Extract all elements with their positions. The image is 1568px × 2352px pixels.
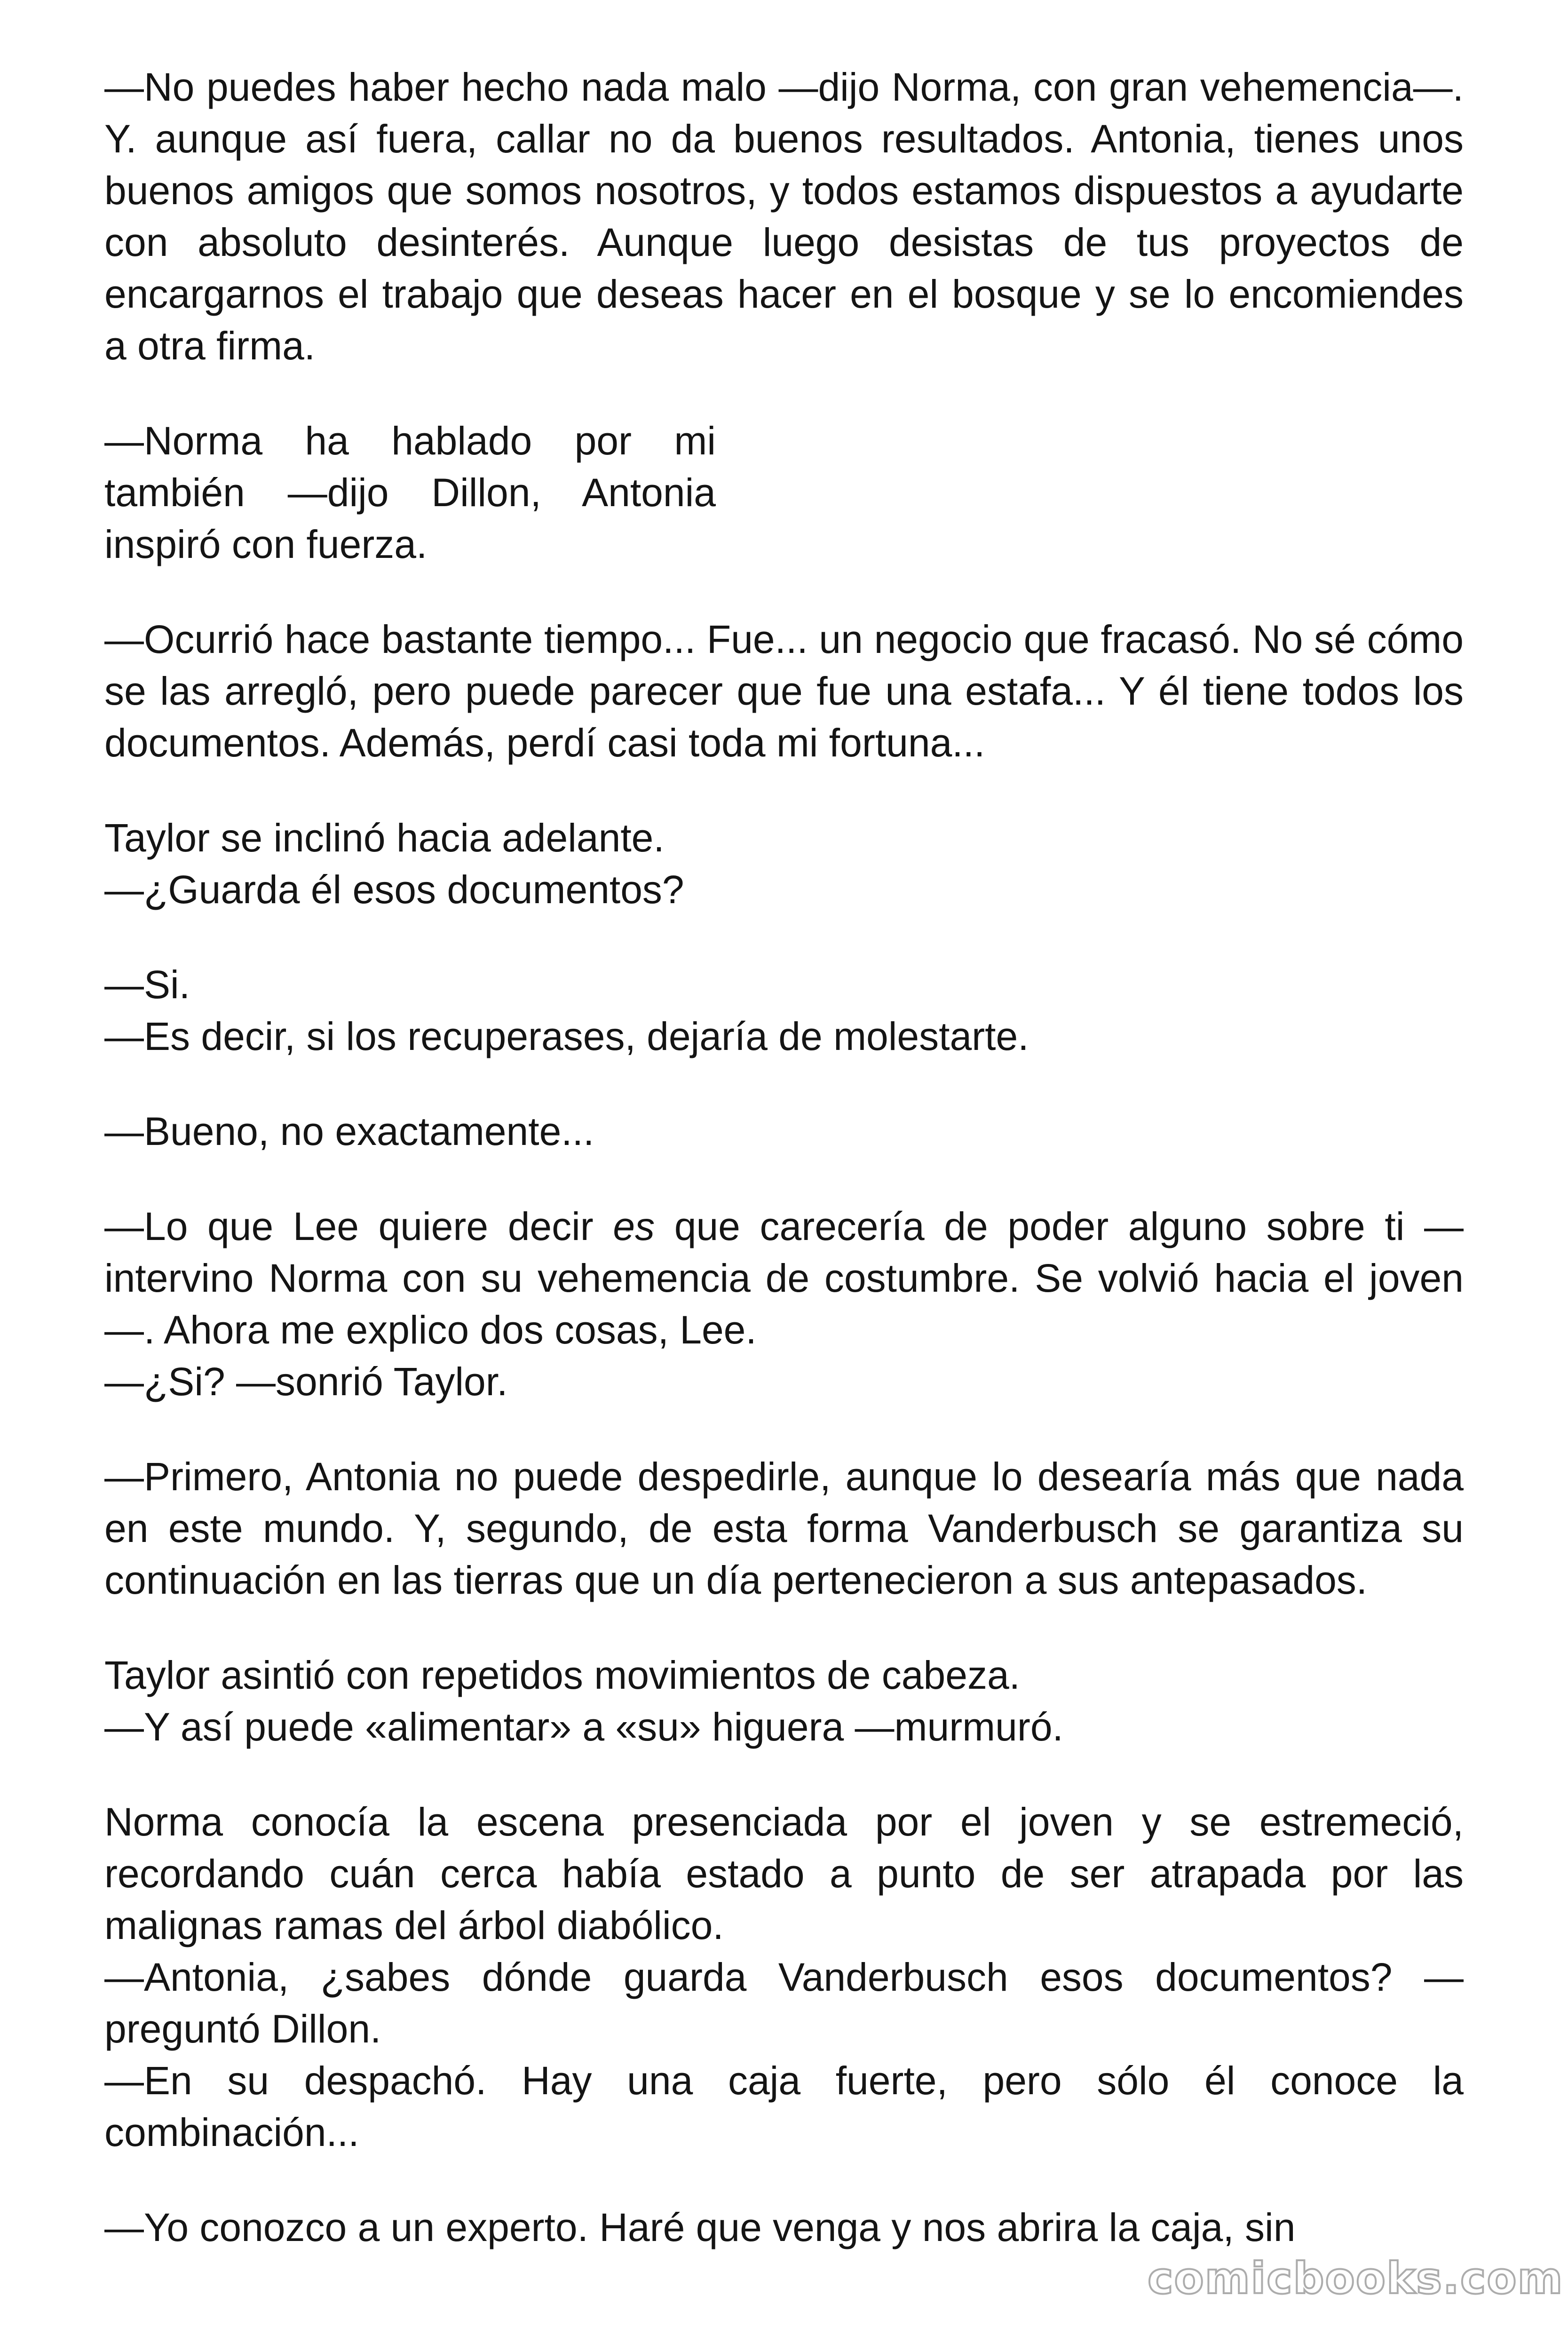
paragraph-text: —No puedes haber hecho nada malo —dijo Norma, con gran vehemencia—. Y. aunque así fuera, callar no da buenos resultados. Antonia, tienes unos buenos amigos que somos nosotros, y todos estamos dispuestos a ayudarte con absoluto desinterés. Aunque luego desistas de tus proyectos de encargarnos el trabajo que deseas hacer en el bosque y se lo encomiendes a otra firma. bbox=[104, 65, 1464, 368]
paragraph-text: —Primero, Antonia no puede despedirle, aunque lo desearía más que nada en este mundo. Y, segundo, de esta forma Vanderbusch se garantiza su continuación en las tierras que un día pertenecieron a sus antepasados. bbox=[104, 1454, 1464, 1602]
paragraph-line: —¿Si? —sonrió Taylor. bbox=[104, 1359, 508, 1404]
watermark-logo: comicbooks.com bbox=[1148, 2253, 1564, 2304]
paragraph-line: —¿Guarda él esos documentos? bbox=[104, 867, 684, 912]
book-page bbox=[104, 61, 1464, 2253]
paragraph-primero bbox=[104, 1451, 1464, 1606]
paragraph-text: —Yo conozco a un experto. Haré que venga y nos abrira la caja, sin bbox=[104, 2205, 1296, 2249]
paragraph-dillon-agrees bbox=[104, 415, 716, 570]
italic-word: es bbox=[613, 1204, 655, 1248]
paragraph-line: Norma conocía la escena presenciada por el joven y se estremeció, recordando cuán cerca había estado a punto de ser atrapada por las malignas ramas del árbol diabólico. bbox=[104, 1800, 1464, 1947]
paragraph-line: —Y así puede «alimentar» a «su» higuera —murmuró. bbox=[104, 1705, 1063, 1749]
paragraph-si-reply bbox=[104, 959, 1464, 1062]
paragraph-norma-shudders bbox=[104, 1796, 1464, 2158]
paragraph-text: —Norma ha hablado por mi también —dijo Dillon, Antonia inspiró con fuerza. bbox=[104, 419, 716, 566]
paragraph-bueno bbox=[104, 1105, 1464, 1157]
paragraph-text: —Lo que Lee quiere decir bbox=[104, 1204, 594, 1248]
paragraph-expert bbox=[104, 2201, 1464, 2253]
paragraph-text: —Ocurrió hace bastante tiempo... Fue... un negocio que fracasó. No sé cómo se las arregló, pero puede parecer que fue una estafa... Y él tiene todos los documentos. Además, perdí casi toda mi fortuna... bbox=[104, 617, 1464, 765]
paragraph-text: que carecería de poder alguno sobre ti — intervino Norma con su vehemencia de costumbre. Se volvió hacia el joven—. Ahora me explico dos cosas, Lee. bbox=[104, 1204, 1464, 1352]
paragraph-line: —En su despachó. Hay una caja fuerte, pero sólo él conoce la combinación... bbox=[104, 2058, 1464, 2154]
paragraph-line: Taylor se inclinó hacia adelante. bbox=[104, 816, 665, 860]
paragraph-taylor-question bbox=[104, 812, 1464, 915]
paragraph-taylor-nods bbox=[104, 1649, 1464, 1753]
paragraph-text: —Bueno, no exactamente... bbox=[104, 1109, 594, 1153]
paragraph-line: —Es decir, si los recuperases, dejaría de molestarte. bbox=[104, 1014, 1029, 1058]
paragraph-antonia-confession bbox=[104, 613, 1464, 769]
paragraph-line: Taylor asintió con repetidos movimientos de cabeza. bbox=[104, 1653, 1021, 1697]
paragraph-norma-vehemence bbox=[104, 61, 1464, 372]
paragraph-lee-meaning bbox=[104, 1200, 1464, 1407]
paragraph-line: —Si. bbox=[104, 962, 190, 1007]
paragraph-line: —Antonia, ¿sabes dónde guarda Vanderbusch esos documentos? —preguntó Dillon. bbox=[104, 1955, 1464, 2051]
